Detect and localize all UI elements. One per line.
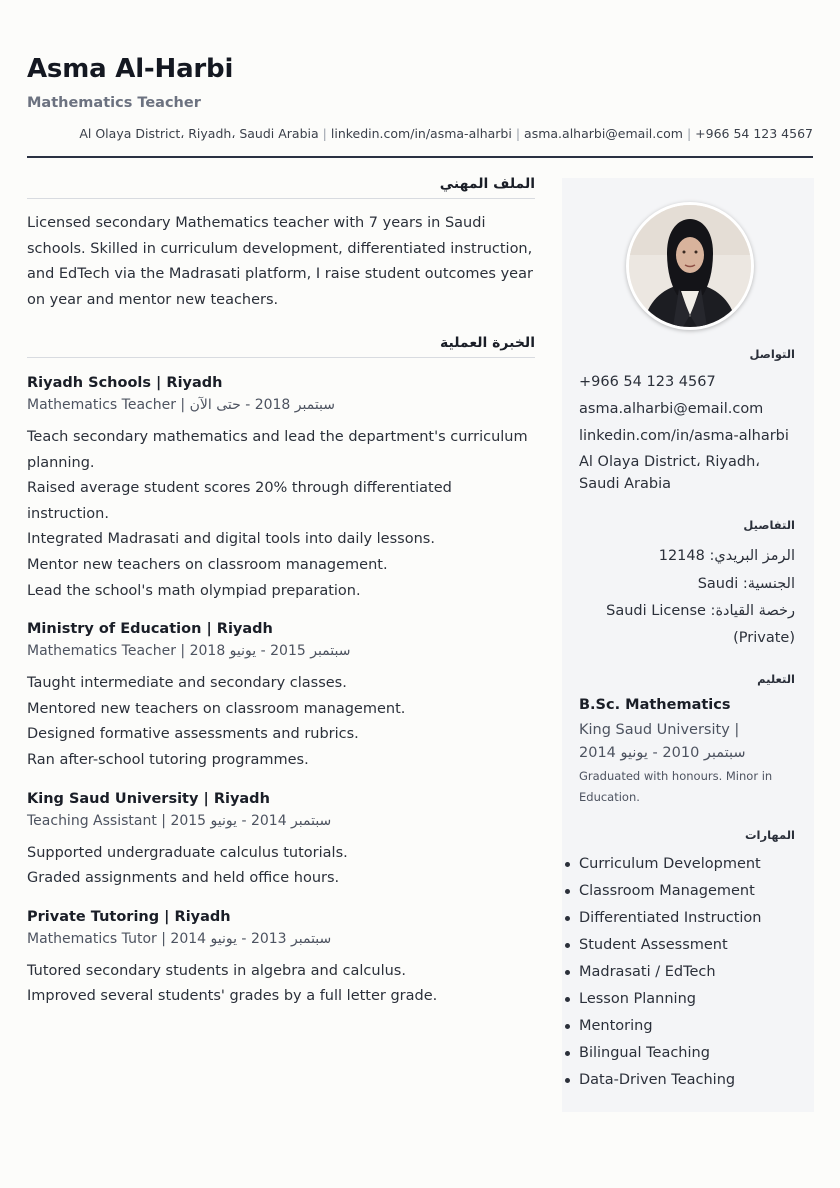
job-subtitle: Mathematics Tutor | سبتمبر 2013 - يونيو 2014: [27, 930, 332, 947]
candidate-role: Mathematics Teacher: [27, 95, 201, 111]
sidebar-linkedin[interactable]: linkedin.com/in/asma-alharbi: [579, 428, 789, 444]
sidebar-email[interactable]: asma.alharbi@email.com: [579, 401, 764, 417]
header-address: Al Olaya District، Riyadh، Saudi Arabia: [79, 126, 319, 141]
sidebar-education-heading: التعليم: [757, 672, 795, 686]
header-contact-line: [79, 126, 813, 141]
skill-item: Classroom Management: [579, 878, 761, 905]
skill-item: Differentiated Instruction: [579, 905, 761, 932]
separator: |: [322, 126, 327, 141]
job-entry: [27, 372, 535, 604]
job-bullet: Designed formative assessments and rubrics.: [27, 726, 359, 743]
job-bullet: Integrated Madrasati and digital tools into daily lessons.: [27, 531, 435, 548]
job-subtitle: Teaching Assistant | سبتمبر 2014 - يونيو 2015: [27, 812, 332, 829]
skill-item: Lesson Planning: [579, 986, 761, 1013]
job-bullets: [27, 671, 535, 773]
sidebar-address: Al Olaya District، Riyadh، Saudi Arabia: [579, 454, 760, 492]
skill-item: Madrasati / EdTech: [579, 959, 761, 986]
skill-item: Student Assessment: [579, 932, 761, 959]
avatar-illustration: [629, 205, 751, 327]
job-bullet: Supported undergraduate calculus tutorials.: [27, 844, 348, 861]
job-bullets: [27, 841, 535, 892]
profile-photo: [626, 202, 754, 330]
sidebar-skills-heading: المهارات: [745, 828, 795, 842]
detail-driving-license: رخصة القيادة: Saudi License (Private): [606, 603, 795, 646]
job-bullet: Graded assignments and held office hours.: [27, 870, 340, 887]
skills-list: [579, 851, 761, 1094]
candidate-name: Asma Al-Harbi: [27, 54, 234, 84]
job-bullet: Taught intermediate and secondary classes.: [27, 675, 347, 692]
profile-heading: الملف المهني: [27, 176, 535, 199]
skill-item: Bilingual Teaching: [579, 1040, 761, 1067]
job-subtitle: Mathematics Teacher | سبتمبر 2018 - حتى الآن: [27, 397, 336, 413]
sidebar-contact-heading: التواصل: [749, 347, 795, 361]
job-entry: [27, 906, 535, 1010]
sidebar-phone: +966 54 123 4567: [579, 374, 716, 390]
main-column: [27, 176, 535, 1010]
detail-nationality: الجنسية: Saudi: [697, 576, 795, 592]
header-email[interactable]: asma.alharbi@email.com: [524, 126, 683, 141]
job-bullet: Lead the school's math olympiad preparation.: [27, 582, 361, 599]
header-divider: [27, 156, 813, 158]
job-title: Riyadh Schools | Riyadh: [27, 375, 223, 391]
job-title: Ministry of Education | Riyadh: [27, 621, 273, 638]
job-title: Private Tutoring | Riyadh: [27, 908, 231, 925]
job-bullets: [27, 959, 535, 1010]
skill-item: Data-Driven Teaching: [579, 1067, 761, 1094]
job-bullet: Tutored secondary students in algebra and calculus.: [27, 962, 406, 979]
experience-heading: الخبرة العملية: [27, 335, 535, 358]
skill-item: Curriculum Development: [579, 851, 761, 878]
header-linkedin[interactable]: linkedin.com/in/asma-alharbi: [330, 126, 512, 141]
skill-item: Mentoring: [579, 1013, 761, 1040]
job-entry: [27, 618, 535, 773]
header-phone: +966 54 123 4567: [695, 126, 813, 141]
job-entry: [27, 788, 535, 892]
job-bullet: Mentor new teachers on classroom management.: [27, 556, 388, 573]
separator: |: [515, 126, 521, 141]
job-bullet: Raised average student scores 20% through differentiated instruction.: [27, 480, 452, 522]
job-bullet: Improved several students' grades by a full letter grade.: [27, 988, 438, 1005]
job-subtitle: Mathematics Teacher | سبتمبر 2015 - يونيو 2018: [27, 643, 351, 660]
separator: |: [686, 126, 692, 141]
education-note: Graduated with honours. Minor in Education.: [579, 769, 773, 804]
job-title: King Saud University | Riyadh: [27, 790, 270, 807]
job-bullet: Ran after-school tutoring programmes.: [27, 751, 309, 768]
job-bullet: Teach secondary mathematics and lead the department's curriculum planning.: [27, 429, 528, 471]
profile-summary: Licensed secondary Mathematics teacher with 7 years in Saudi schools. Skilled in curriculum development, differentiated instruction, and EdTech via the Madrasati platform, I raise student outcomes year on year and mentor new teachers.: [27, 215, 533, 308]
sidebar-details-heading: التفاصيل: [743, 518, 795, 532]
education-school: King Saud University | سبتمبر 2010 - يونيو 2014: [579, 722, 746, 761]
job-bullets: [27, 425, 535, 604]
education-degree: B.Sc. Mathematics: [579, 697, 731, 713]
detail-postal-code: الرمز البريدي: 12148: [658, 548, 795, 564]
job-bullet: Mentored new teachers on classroom management.: [27, 700, 406, 717]
